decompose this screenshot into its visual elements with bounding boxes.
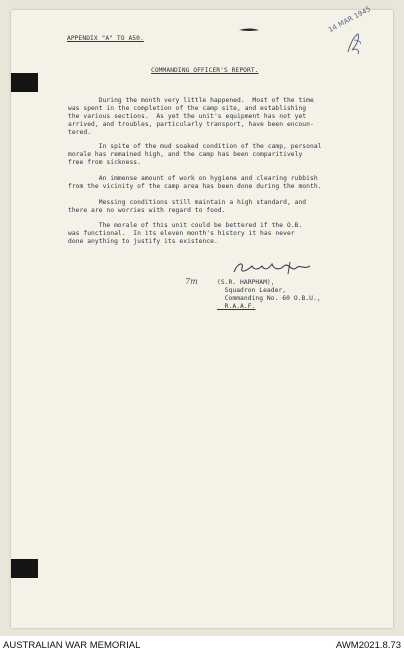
handwritten-signature xyxy=(230,258,320,278)
report-paragraph: In spite of the mud soaked condition of the camp, personal morale has remained high, and the camp has been comparitively free from sickness. xyxy=(68,143,322,166)
binder-clip-top xyxy=(11,73,38,92)
date-stamp: 14 MAR 1945 xyxy=(327,4,373,35)
signatory-command: Commanding No. 60 O.B.U., xyxy=(217,295,321,302)
signature-block xyxy=(217,279,321,311)
footer-credit: AUSTRALIAN WAR MEMORIAL xyxy=(3,640,141,651)
appendix-heading: APPENDIX "A" TO A50. xyxy=(67,35,144,42)
binder-clip-bottom xyxy=(11,559,38,578)
report-paragraph: The morale of this unit could be bettered if the O.B. was functional. In its eleven month's history it has never done anything to justify its existence. xyxy=(68,222,303,245)
footer-accession-number: AWM2021.8.73 xyxy=(335,640,401,651)
report-paragraph: During the month very little happened. Most of the time was spent in the completion of the camp site, and establishing the various sections. As yet the unit's equipment has not yet arrived, and troubles, particularly transport, have been encoun- tered. xyxy=(68,97,314,136)
signatory-service: R.A.A.F. xyxy=(217,303,256,310)
signatory-name: (S.R. HARPHAM), xyxy=(217,279,275,286)
report-title: COMMANDING OFFICER'S REPORT. xyxy=(151,67,259,74)
ink-mark xyxy=(237,27,261,33)
handwritten-initial-mark xyxy=(340,30,368,58)
report-paragraph: An immense amount of work on hygiene and clearing rubbish from the vicinity of the camp area has been done during the month. xyxy=(68,175,322,190)
signatory-rank: Squadron Leader, xyxy=(217,287,287,294)
report-paragraph: Messing conditions still maintain a high standard, and there are no worries with regard to food. xyxy=(68,199,307,214)
margin-initials: 7m xyxy=(185,277,198,286)
